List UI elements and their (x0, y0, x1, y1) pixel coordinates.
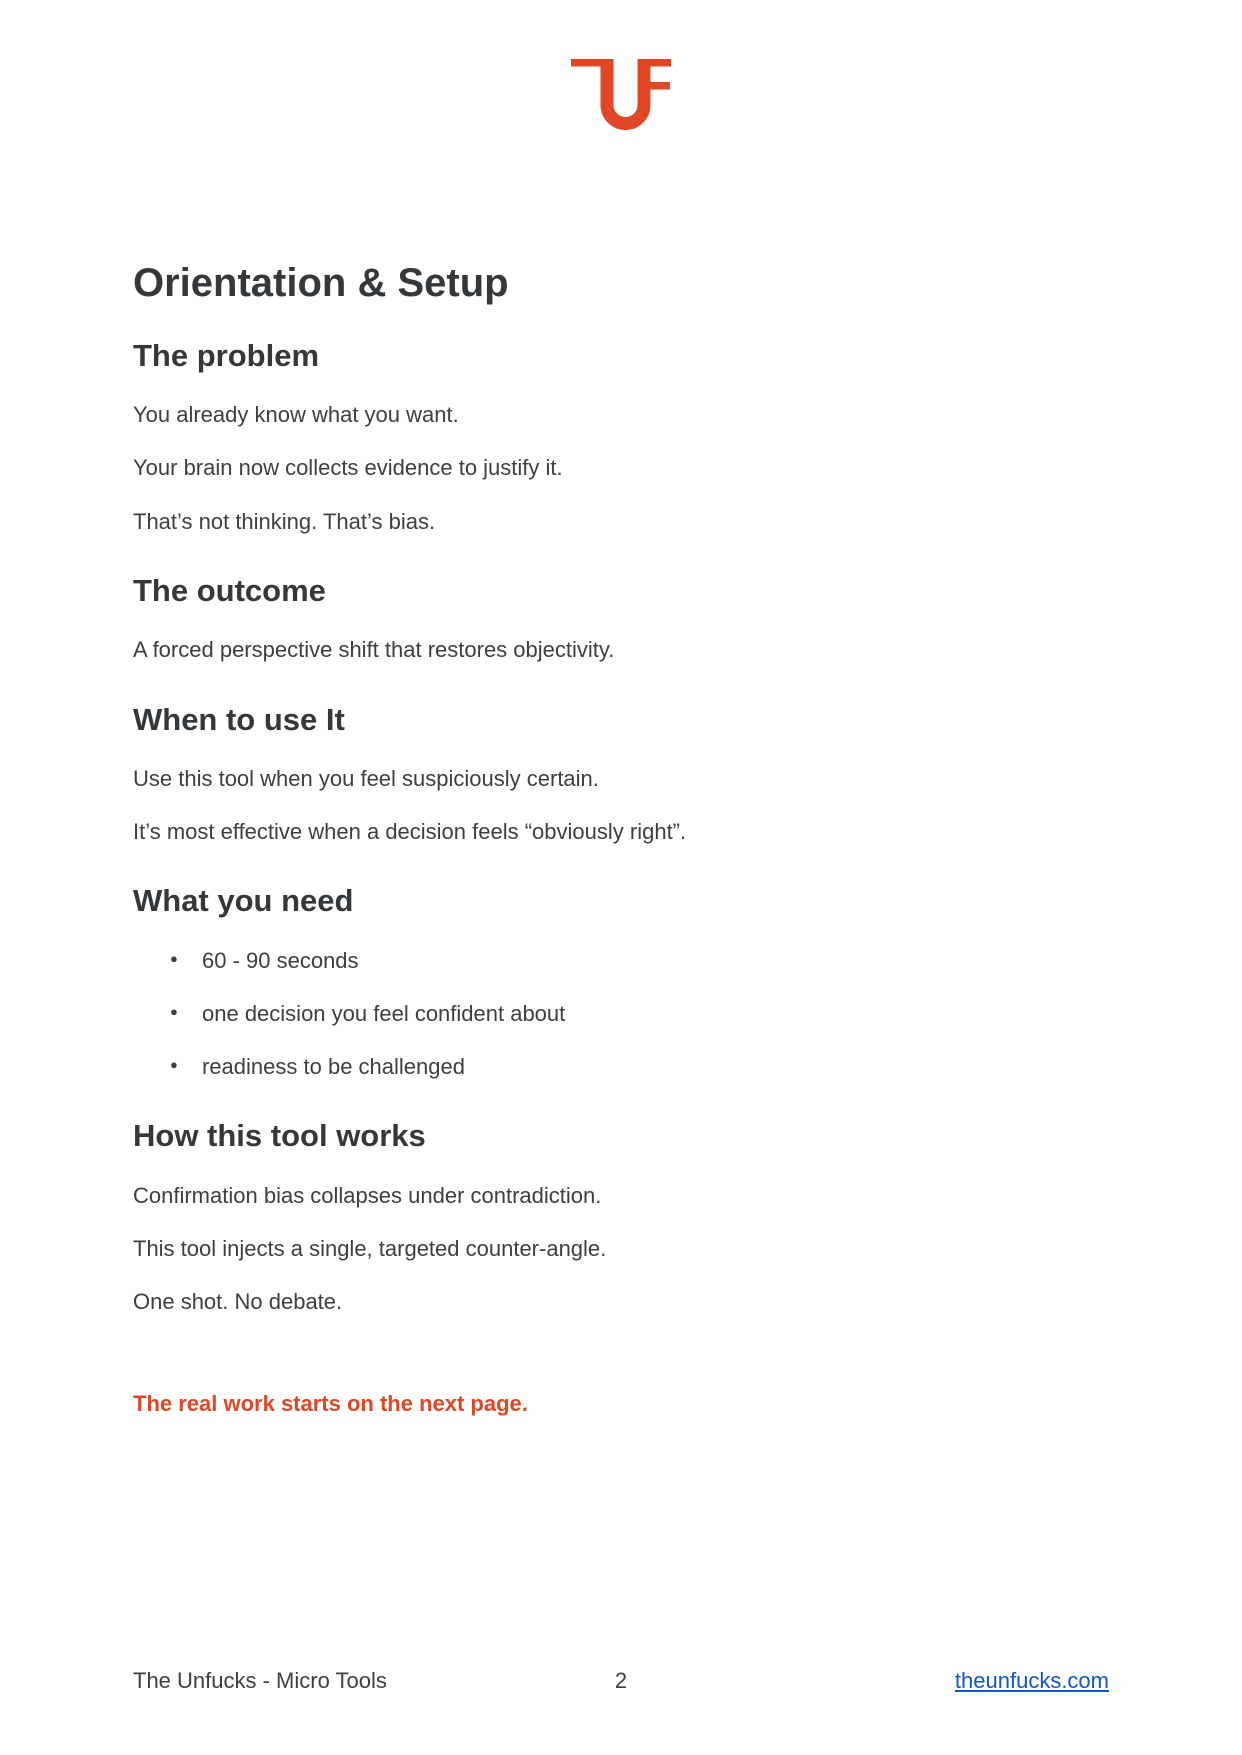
section-heading-outcome: The outcome (133, 573, 326, 609)
list-item (133, 1001, 1109, 1026)
tuf-logo-icon (571, 59, 671, 131)
paragraph: One shot. No debate. (133, 1289, 343, 1315)
paragraph: Confirmation bias collapses under contradiction. (133, 1182, 602, 1208)
paragraph: You already know what you want. (133, 402, 459, 428)
bullet-icon: ● (170, 950, 178, 966)
paragraph: A forced perspective shift that restores objectivity. (133, 637, 615, 663)
footer-doc-title: The Unfucks - Micro Tools (133, 1668, 387, 1693)
list-item (133, 948, 1109, 973)
document-body (0, 259, 1242, 1416)
bullet-icon: ● (170, 1003, 178, 1019)
list-item-text: 60 - 90 seconds (202, 947, 359, 973)
section-heading-what-you-need: What you need (133, 883, 354, 919)
paragraph: Your brain now collects evidence to justify it. (133, 455, 563, 481)
paragraph: It’s most effective when a decision feels “obviously right”. (133, 819, 687, 845)
paragraph: Use this tool when you feel suspiciously certain. (133, 765, 599, 791)
list-item-text: readiness to be challenged (202, 1054, 465, 1080)
page-number: 2 (614, 1668, 628, 1693)
next-page-note: The real work starts on the next page. (133, 1390, 528, 1416)
bullet-icon: ● (170, 1057, 178, 1073)
page-title: Orientation & Setup (133, 261, 509, 305)
needs-list (133, 948, 1109, 1080)
footer-link[interactable]: theunfucks.com (954, 1668, 1109, 1693)
brand-logo (0, 59, 1242, 131)
section-heading-problem: The problem (133, 338, 320, 373)
list-item-text: one decision you feel confident about (202, 1000, 566, 1026)
section-heading-when-to-use: When to use It (133, 701, 345, 737)
paragraph: That’s not thinking. That’s bias. (133, 508, 436, 534)
list-item (133, 1054, 1109, 1079)
page-footer (133, 1668, 1109, 1694)
paragraph: This tool injects a single, targeted counter-angle. (133, 1235, 607, 1261)
section-heading-how-it-works: How this tool works (133, 1118, 426, 1154)
